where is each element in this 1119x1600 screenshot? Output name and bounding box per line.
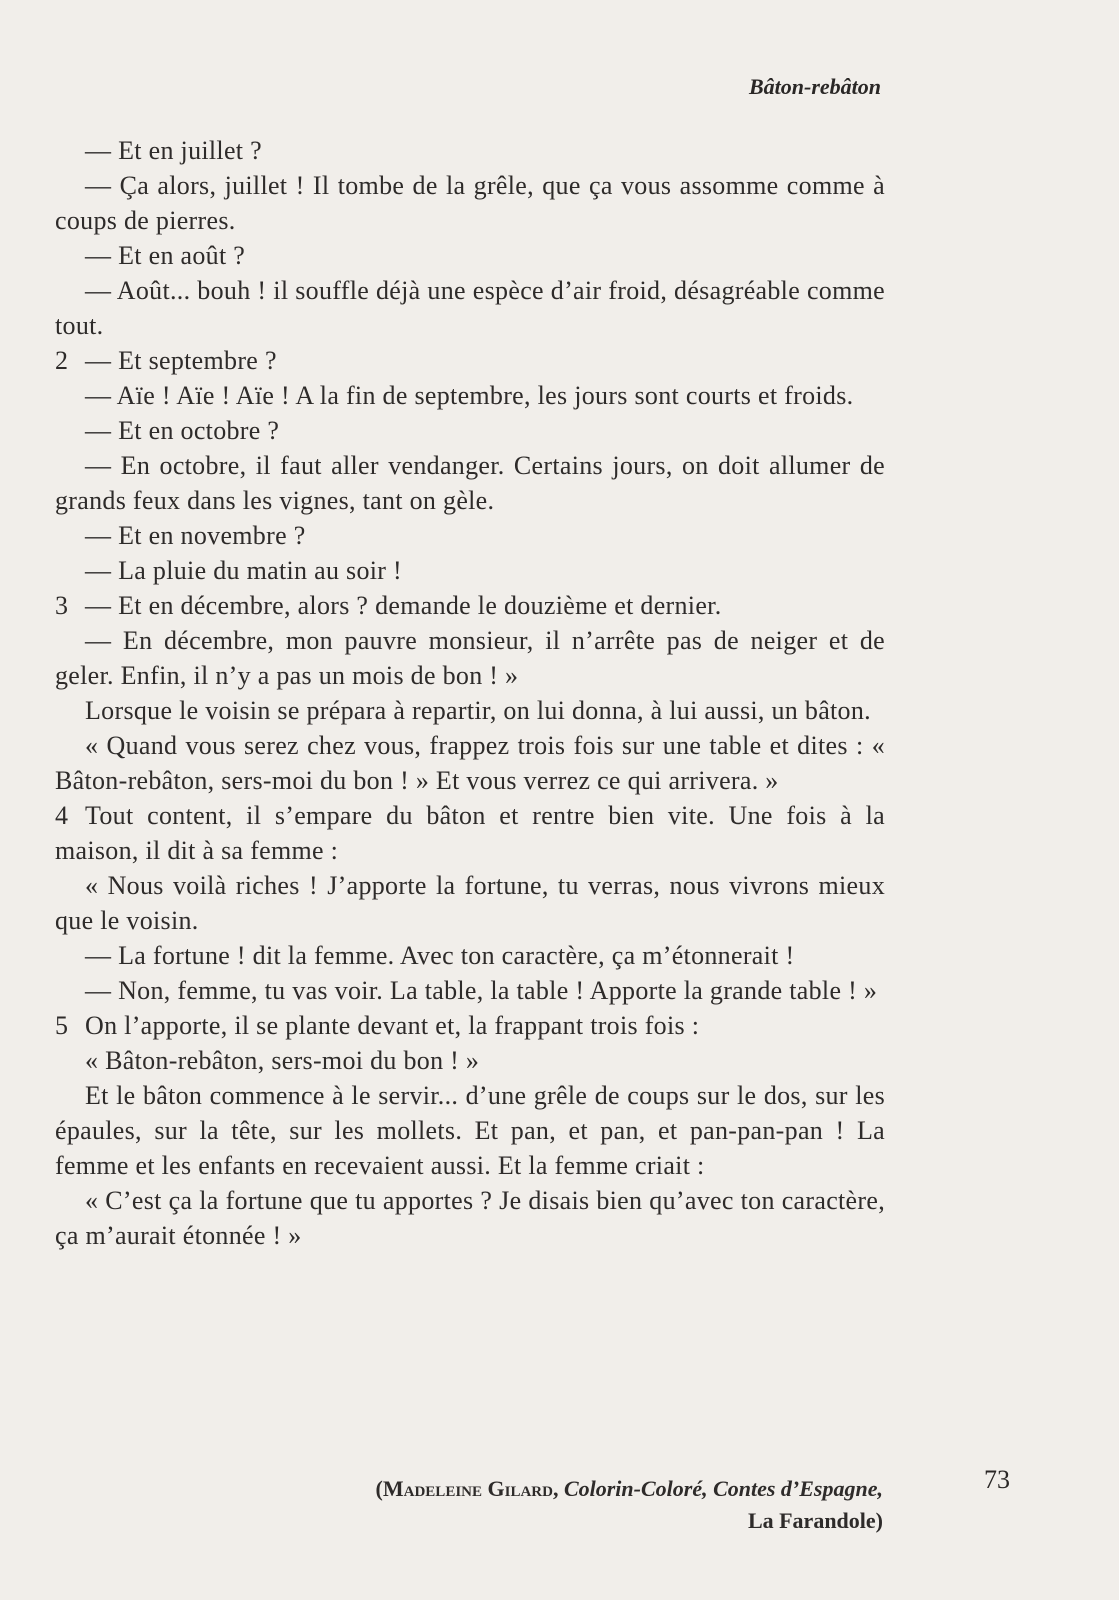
paragraph: [55, 238, 885, 273]
paragraph-text: — La fortune ! dit la femme. Avec ton caractère, ça m’étonnerait !: [85, 941, 795, 970]
paragraph: [55, 868, 885, 938]
paragraph-text: — Août... bouh ! il souffle déjà une espèce d’air froid, désagréable comme tout.: [55, 276, 885, 340]
paragraph: [55, 133, 885, 168]
paragraph-text: — La pluie du matin au soir !: [85, 556, 403, 585]
citation-close-paren: ): [875, 1508, 883, 1533]
paragraph: [55, 273, 885, 343]
paragraph: [55, 623, 885, 693]
paragraph-text: Lorsque le voisin se prépara à repartir, on lui donna, à lui aussi, un bâton.: [85, 696, 871, 725]
paragraph-text: — Et en novembre ?: [85, 521, 306, 550]
paragraph-number: 3: [55, 591, 69, 620]
paragraph: [55, 378, 885, 413]
paragraph: [55, 973, 885, 1008]
paragraph-text: — Et en juillet ?: [85, 136, 262, 165]
paragraph: [55, 448, 885, 518]
paragraph-text: — Aïe ! Aïe ! Aïe ! A la fin de septembre, les jours sont courts et froids.: [85, 381, 854, 410]
paragraph-text: On l’apporte, il se plante devant et, la frappant trois fois :: [85, 1011, 700, 1040]
citation-publisher: La Farandole: [747, 1508, 876, 1533]
paragraph: [55, 168, 885, 238]
paragraph: [55, 938, 885, 973]
paragraph: [55, 728, 885, 798]
paragraph: [55, 1043, 885, 1078]
page-number: 73: [984, 1465, 1010, 1494]
paragraph-number: 2: [55, 346, 69, 375]
paragraph: [55, 798, 885, 868]
paragraph-number: 4: [55, 801, 69, 830]
paragraph: [55, 413, 885, 448]
citation-line-1: [376, 1473, 883, 1505]
paragraph-text: — Et en décembre, alors ? demande le douzième et dernier.: [85, 591, 722, 620]
paragraph-text: — En octobre, il faut aller vendanger. Certains jours, on doit allumer de grands feux dans les vignes, tant on gèle.: [55, 451, 885, 515]
paragraph: [55, 693, 885, 728]
citation-line-2: [376, 1505, 883, 1537]
source-citation: [376, 1473, 883, 1537]
paragraph-text: « Nous voilà riches ! J’apporte la fortune, tu verras, nous vivrons mieux que le voisin.: [55, 871, 885, 935]
paragraph: [55, 553, 885, 588]
story-text: [55, 133, 885, 1253]
paragraph-text: — Ça alors, juillet ! Il tombe de la grêle, que ça vous assomme comme à coups de pierres.: [55, 171, 885, 235]
paragraph-text: — Et septembre ?: [85, 346, 277, 375]
paragraph-text: — En décembre, mon pauvre monsieur, il n’arrête pas de neiger et de geler. Enfin, il n’y a pas un mois de bon ! »: [55, 626, 885, 690]
paragraph: [55, 518, 885, 553]
paragraph: [55, 588, 885, 623]
citation-separator: ,: [552, 1476, 564, 1501]
paragraph-text: « C’est ça la fortune que tu apportes ? Je disais bien qu’avec ton caractère, ça m’aurait étonnée ! »: [55, 1186, 885, 1250]
paragraph-text: « Quand vous serez chez vous, frappez trois fois sur une table et dites : « Bâton-rebâton, sers-moi du bon ! » Et vous verrez ce qui arrivera. »: [55, 731, 885, 795]
paragraph: [55, 1008, 885, 1043]
paragraph-text: Et le bâton commence à le servir... d’une grêle de coups sur le dos, sur les épaules, sur la tête, sur les mollets. Et pan, et pan, et pan-pan-pan ! La femme et les enfants en recevaient aussi. Et la femme criait :: [55, 1081, 885, 1180]
paragraph-text: — Et en août ?: [85, 241, 246, 270]
paragraph-text: « Bâton-rebâton, sers-moi du bon ! »: [85, 1046, 480, 1075]
paragraph-number: 5: [55, 1011, 69, 1040]
paragraph-text: — Et en octobre ?: [85, 416, 280, 445]
paragraph: [55, 1078, 885, 1183]
running-head: Bâton-rebâton: [748, 74, 881, 99]
citation-author: Madeleine Gilard: [382, 1476, 553, 1501]
paragraph-text: Tout content, il s’empare du bâton et rentre bien vite. Une fois à la maison, il dit à sa femme :: [55, 801, 885, 865]
citation-open-paren: (: [375, 1476, 383, 1501]
paragraph-text: — Non, femme, tu vas voir. La table, la table ! Apporte la grande table ! »: [85, 976, 878, 1005]
citation-work: Colorin-Coloré, Contes d’Espagne,: [563, 1476, 883, 1501]
paragraph: [55, 1183, 885, 1253]
paragraph: [55, 343, 885, 378]
